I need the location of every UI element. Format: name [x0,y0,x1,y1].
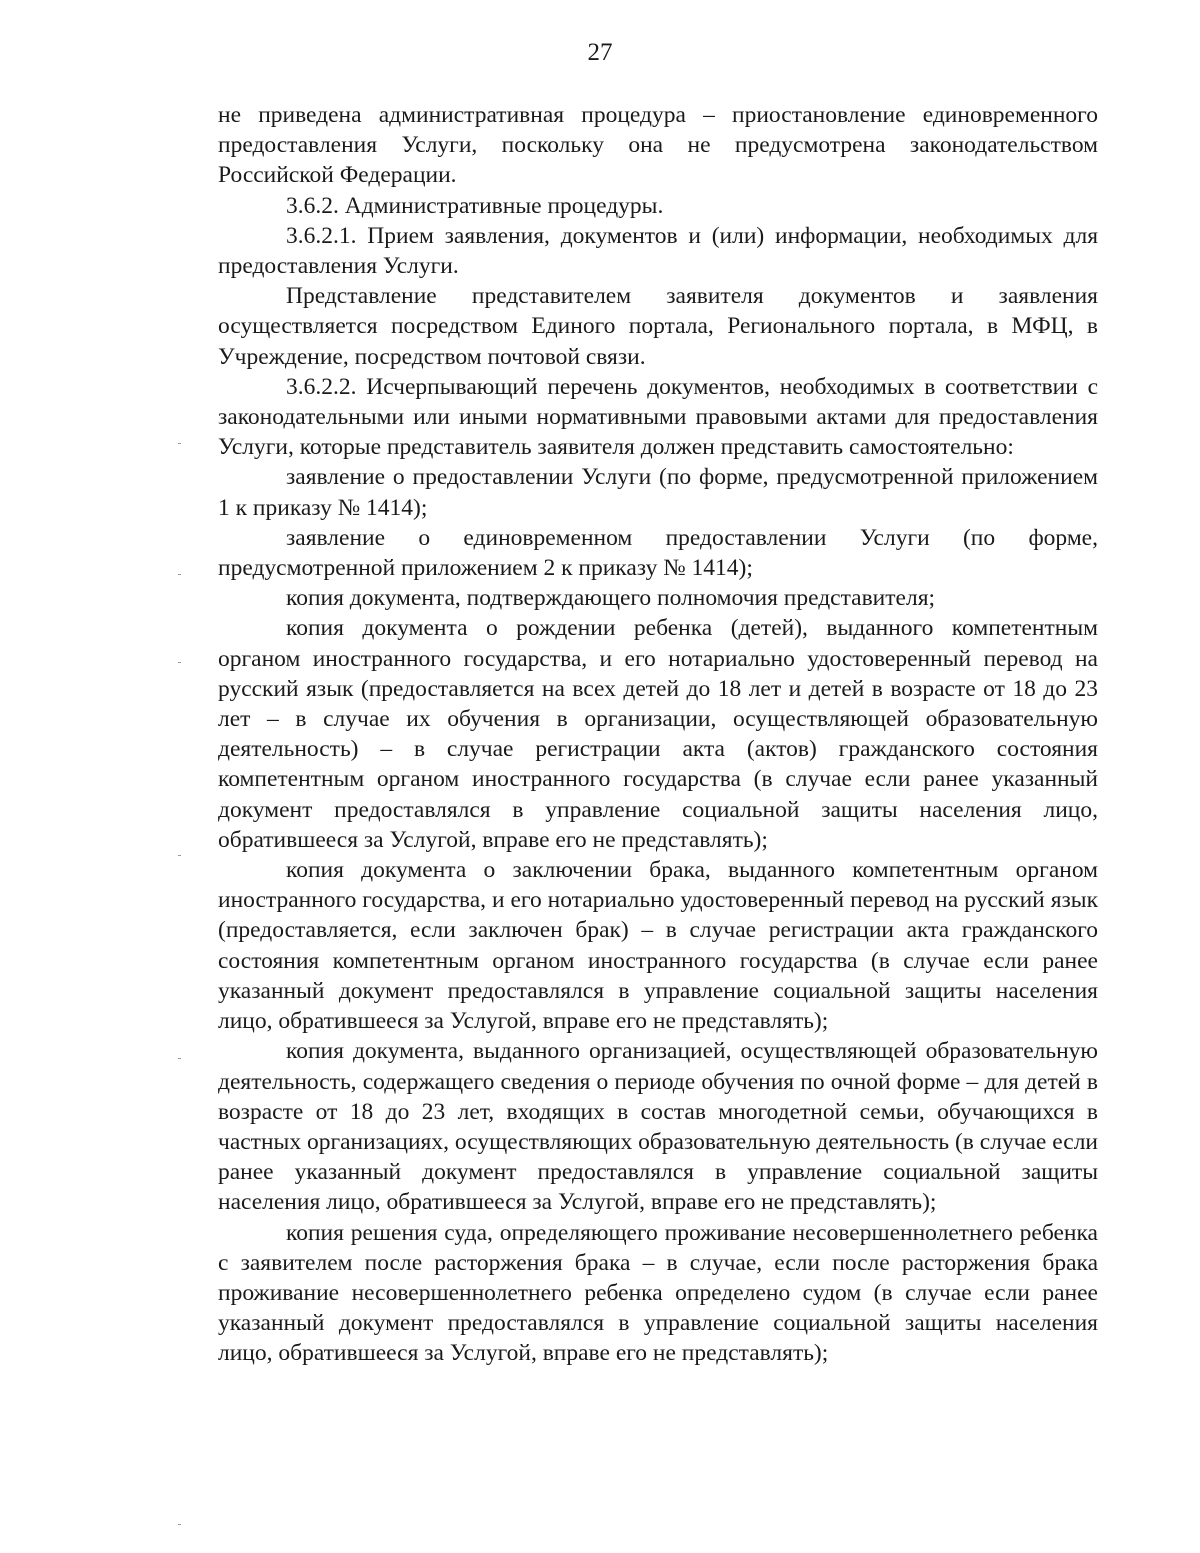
paragraph: копия решения суда, определяющего проживание несовершеннолетнего ребенка с заявителем после расторжения брака – в случае, если после расторжения брака проживание несовершеннолетнего ребенка определено судом (в случае если ранее указанный документ предоставлялся в управление социальной защиты населения лицо, обратившееся за Услугой, вправе его не представлять); [218,1219,1098,1367]
scan-mark [178,1058,181,1059]
paragraph: 3.6.2.2. Исчерпывающий перечень документов, необходимых в соответствии с законодательными или иными нормативными правовыми актами для предоставления Услуги, которые представитель заявителя должен представить самостоятельно: [218,373,1098,461]
paragraph: копия документа, подтверждающего полномочия представителя; [286,585,936,612]
paragraph: 3.6.2. Административные процедуры. [286,192,664,219]
scan-mark [178,662,181,663]
scan-mark [178,443,181,444]
paragraph: Представление представителем заявителя документов и заявления осуществляется посредством Единого портала, Регионального портала, в МФЦ, в Учреждение, посредством почтовой связи. [218,283,1098,370]
page-number: 27 [587,39,613,66]
scan-mark [178,855,181,856]
paragraph: копия документа, выданного организацией, осуществляющей образовательную деятельность, содержащего сведения о периоде обучения по очной форме – для детей в возрасте от 18 до 23 лет, входящих в состав многодетной семьи, обучающихся в частных организациях, осуществляющих образовательную деятельность (в случае если ранее указанный документ предоставлялся в управление социальной защиты населения лицо, обратившееся за Услугой, вправе его не представлять); [218,1038,1098,1216]
scan-mark [178,574,181,575]
paragraph: заявление о предоставлении Услуги (по форме, предусмотренной приложением 1 к приказу № 1414); [218,464,1098,521]
paragraph: заявление о единовременном предоставлении Услуги (по форме, предусмотренной приложением 2 к приказу № 1414); [218,524,1098,582]
paragraph: не приведена административная процедура – приостановление единовременного предоставления Услуги, поскольку она не предусмотрена законодательством Российской Федерации. [218,102,1098,189]
document-body [218,100,1098,1369]
paragraph: копия документа о заключении брака, выданного компетентным органом иностранного государства, и его нотариально удостоверенный перевод на русский язык (предоставляется, если заключен брак) – в случае регистрации акта гражданского состояния компетентным органом иностранного государства (в случае если ранее указанный документ предоставлялся в управление социальной защиты населения лицо, обратившееся за Услугой, вправе его не представлять); [218,857,1098,1035]
paragraph: 3.6.2.1. Прием заявления, документов и (или) информации, необходимых для предоставления Услуги. [218,222,1098,280]
paragraph: копия документа о рождении ребенка (детей), выданного компетентным органом иностранного государства, и его нотариально удостоверенный перевод на русский язык (предоставляется на всех детей до 18 лет и детей в возрасте от 18 до 23 лет – в случае их обучения в организации, осуществляющей образовательную деятельность) – в случае регистрации акта (актов) гражданского состояния компетентным органом иностранного государства (в случае если ранее указанный документ предоставлялся в управление социальной защиты населения лицо, обратившееся за Услугой, вправе его не представлять); [218,615,1098,853]
scan-mark [178,1524,181,1525]
